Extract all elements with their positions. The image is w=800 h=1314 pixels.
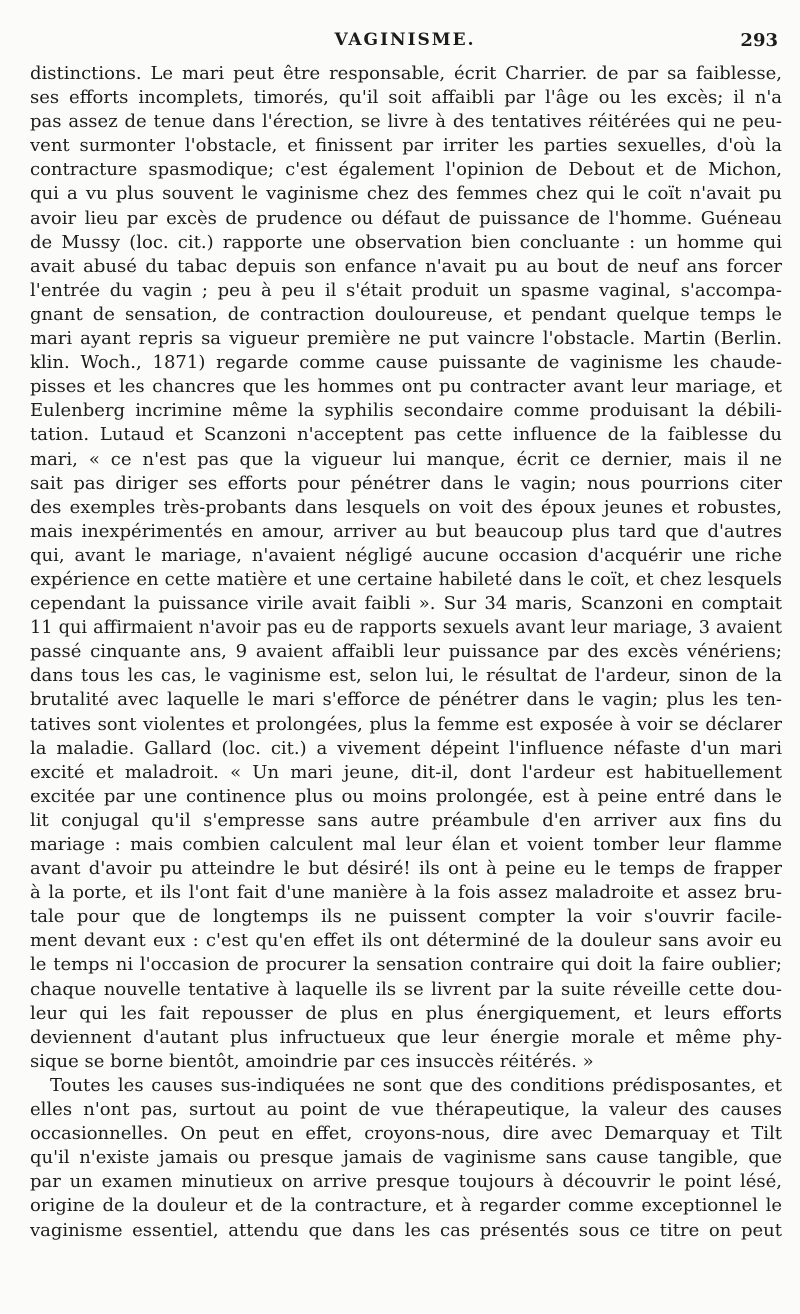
text-line: la maladie. Gallard (loc. cit.) a vivement dépeint l'influence néfaste d'un mari — [30, 737, 782, 759]
text-line: par un examen minutieux on arrive presque toujours à découvrir le point lésé, — [30, 1171, 782, 1193]
text-line: deviennent d'autant plus infructueux que leur énergie morale et même phy- — [30, 1026, 782, 1048]
text-line: à la porte, et ils l'ont fait d'une manière à la fois assez maladroite et assez bru- — [30, 882, 782, 904]
text-line: lit conjugal qu'il s'empresse sans autre préambule d'en arriver aux fins du — [30, 809, 782, 831]
text-line: klin. Woch., 1871) regarde comme cause puissante de vaginisme les chaude- — [30, 352, 782, 374]
body-text — [30, 62, 782, 1243]
text-line: sique se borne bientôt, amoindrie par ces insuccès réitérés. » — [30, 1050, 594, 1072]
text-line: chaque nouvelle tentative à laquelle ils se livrent par la suite réveille cette dou- — [30, 978, 782, 1000]
text-line: leur qui les fait repousser de plus en plus énergiquement, et leurs efforts — [30, 1002, 782, 1024]
paragraph — [30, 1074, 782, 1243]
text-line: qu'il n'existe jamais ou presque jamais de vaginisme sans cause tangible, que — [30, 1147, 782, 1169]
text-line: avoir lieu par excès de prudence ou défaut de puissance de l'homme. Guéneau — [30, 207, 782, 229]
text-line: excité et maladroit. « Un mari jeune, dit-il, dont l'ardeur est habituellement — [30, 761, 782, 783]
text-line: de Mussy (loc. cit.) rapporte une observation bien concluante : un homme qui — [30, 231, 782, 253]
text-line: mari ayant repris sa vigueur première ne put vaincre l'obstacle. Martin (Berlin. — [30, 328, 782, 350]
text-line: elles n'ont pas, surtout au point de vue thérapeutique, la valeur des causes — [30, 1099, 782, 1121]
text-line: ment devant eux : c'est qu'en effet ils ont déterminé de la douleur sans avoir eu — [30, 930, 782, 952]
text-line: Toutes les causes sus-indiquées ne sont que des conditions prédisposantes, et — [50, 1074, 782, 1096]
text-line: le temps ni l'occasion de procurer la sensation contraire qui doit la faire oublier; — [30, 954, 782, 976]
text-line: 11 qui affirmaient n'avoir pas eu de rapports sexuels avant leur mariage, 3 avaient — [30, 618, 782, 639]
running-title: VAGINISME. — [334, 30, 476, 50]
text-line: expérience en cette matière et une certaine habileté dans le coït, et chez lesquels — [30, 568, 782, 590]
text-line: brutalité avec laquelle le mari s'efforce de pénétrer dans le vagin; plus les ten- — [30, 689, 782, 711]
text-line: pisses et les chancres que les hommes ont pu contracter avant leur mariage, et — [30, 376, 782, 398]
text-line: avant d'avoir pu atteindre le but désiré! ils ont à peine eu le temps de frapper — [30, 858, 782, 880]
text-line: tale pour que de longtemps ils ne puissent compter la voir s'ouvrir facile- — [30, 906, 782, 928]
text-line: pas assez de tenue dans l'érection, se livre à des tentatives réitérées qui ne peu- — [30, 111, 782, 133]
text-line: des exemples très-probants dans lesquels on voit des époux jeunes et robustes, — [30, 496, 782, 518]
page-number: 293 — [740, 30, 778, 51]
text-line: cependant la puissance virile avait faibli ». Sur 34 maris, Scanzoni en comptait — [30, 593, 782, 615]
text-line: tation. Lutaud et Scanzoni n'acceptent pas cette influence de la faiblesse du — [30, 424, 782, 446]
text-line: vent surmonter l'obstacle, et finissent par irriter les parties sexuelles, d'où la — [30, 135, 782, 157]
text-line: ses efforts incomplets, timorés, qu'il soit affaibli par l'âge ou les excès; il n'a — [30, 87, 782, 109]
text-line: mais inexpérimentés en amour, arriver au but beaucoup plus tard que d'autres — [30, 520, 782, 542]
text-line: sait pas diriger ses efforts pour pénétrer dans le vagin; nous pourrions citer — [30, 472, 782, 494]
text-line: qui a vu plus souvent le vaginisme chez des femmes chez qui le coït n'avait pu — [30, 183, 782, 205]
text-line: l'entrée du vagin ; peu à peu il s'était produit un spasme vaginal, s'accompa- — [30, 279, 782, 301]
text-line: qui, avant le mariage, n'avaient négligé aucune occasion d'acquérir une riche — [30, 544, 782, 566]
text-line: occasionnelles. On peut en effet, croyons-nous, dire avec Demarquay et Tilt — [30, 1123, 782, 1145]
running-head — [30, 30, 780, 56]
text-line: avait abusé du tabac depuis son enfance n'avait pu au bout de neuf ans forcer — [30, 255, 782, 277]
text-line: distinctions. Le mari peut être responsable, écrit Charrier. de par sa faiblesse, — [30, 63, 782, 84]
text-line: mariage : mais combien calculent mal leur élan et voient tomber leur flamme — [30, 834, 782, 855]
text-line: contracture spasmodique; c'est également l'opinion de Debout et de Michon, — [30, 159, 782, 181]
text-line: dans tous les cas, le vaginisme est, selon lui, le résultat de l'ardeur, sinon de la — [30, 665, 782, 687]
paragraph — [30, 62, 782, 1074]
text-line: tatives sont violentes et prolongées, plus la femme est exposée à voir se déclarer — [30, 713, 782, 735]
text-line: origine de la douleur et de la contracture, et à regarder comme exceptionnel le — [30, 1195, 782, 1217]
text-line: mari, « ce n'est pas que la vigueur lui manque, écrit ce dernier, mais il ne — [30, 448, 782, 470]
text-line: vaginisme essentiel, attendu que dans les cas présentés sous ce titre on peut — [30, 1219, 782, 1241]
text-line: Eulenberg incrimine même la syphilis secondaire comme produisant la débili- — [30, 400, 782, 422]
text-line: excitée par une continence plus ou moins prolongée, est à peine entré dans le — [30, 785, 782, 807]
text-line: passé cinquante ans, 9 avaient affaibli leur puissance par des excès vénériens; — [30, 641, 782, 663]
text-line: gnant de sensation, de contraction douloureuse, et pendant quelque temps le — [30, 303, 782, 325]
